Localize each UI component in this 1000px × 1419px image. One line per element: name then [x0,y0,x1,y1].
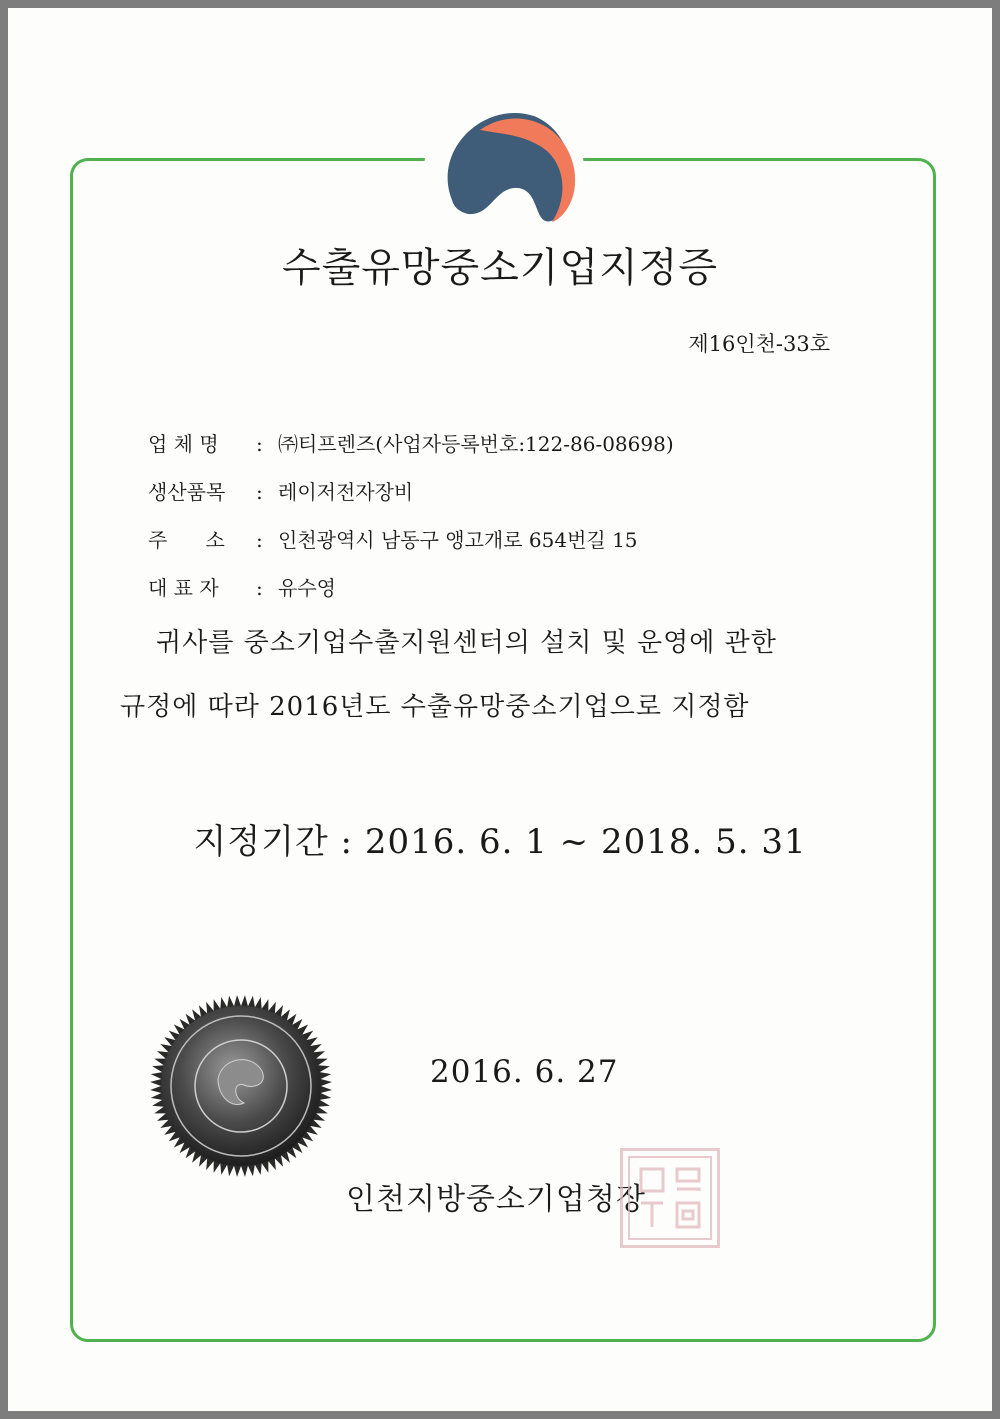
field-value: 인천광역시 남동구 앵고개로 654번길 15 [278,528,638,552]
field-value: 레이저전자장비 [278,480,414,504]
body-text-line-1: 귀사를 중소기업수출지원센터의 설치 및 운영에 관한 [156,628,777,658]
field-value: 유수영 [278,576,336,600]
field-separator: : [256,576,263,600]
embossed-seal-icon [148,993,334,1179]
field-separator: : [256,432,263,456]
designation-period: 지정기간 : 2016. 6. 1 ~ 2018. 5. 31 [193,822,807,862]
company-name-row [148,428,674,457]
field-separator: : [256,528,263,552]
field-label: 생산품목 [148,480,226,504]
field-label: 업 체 명 [148,432,219,456]
product-row [148,476,413,505]
certificate-title: 수출유망중소기업지정증 [281,245,719,291]
address-row [148,524,638,553]
issue-date: 2016. 6. 27 [430,1054,619,1090]
body-text-line-2: 규정에 따라 2016년도 수출유망중소기업으로 지정함 [120,692,750,722]
representative-row [148,572,336,601]
government-emblem-icon [424,90,584,250]
official-stamp-icon [620,1148,720,1248]
field-value: ㈜티프렌즈(사업자등록번호:122-86-08698) [278,432,674,456]
certificate-sheet [8,8,992,1411]
field-label: 주 소 [148,528,225,552]
certificate-number: 제16인천-33호 [688,332,830,356]
field-label: 대 표 자 [148,576,219,600]
issuer-name: 인천지방중소기업청장 [346,1182,646,1217]
field-separator: : [256,480,263,504]
